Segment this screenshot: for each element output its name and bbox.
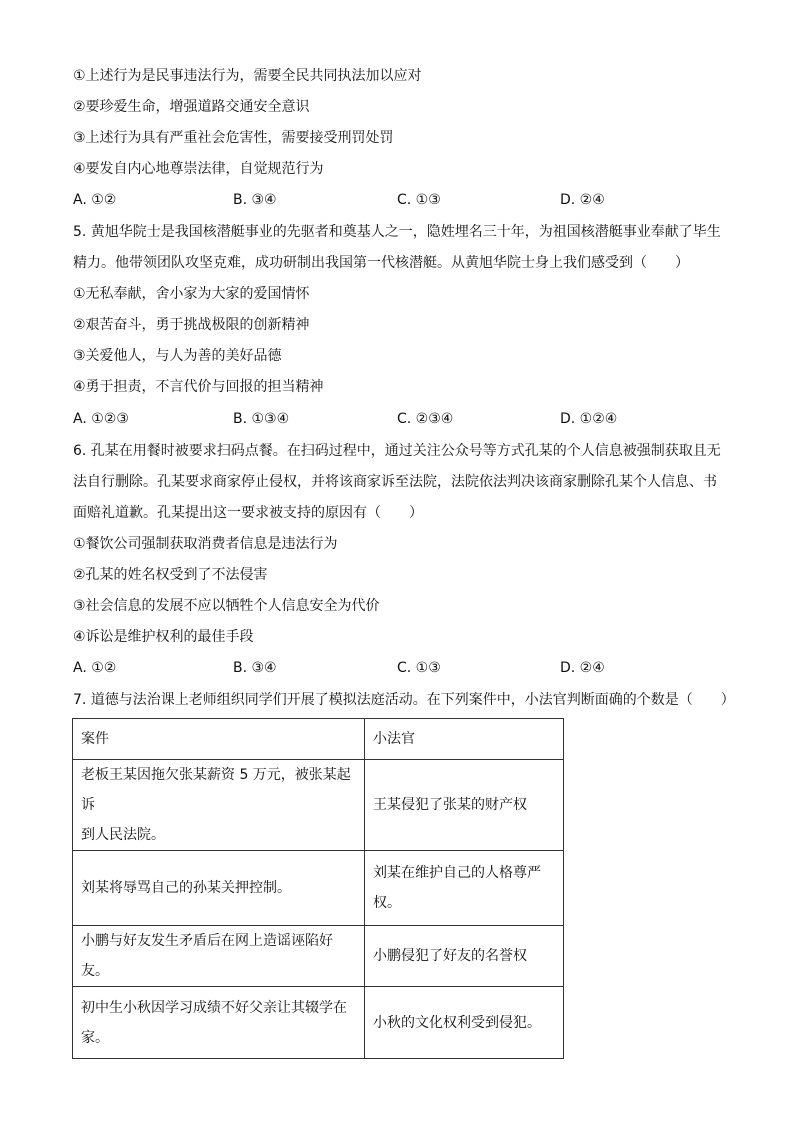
q4-option-a: A. ①② xyxy=(73,192,117,208)
table-row xyxy=(73,987,564,1059)
judge-cell xyxy=(365,926,564,987)
q4-option-c: C. ①③ xyxy=(397,192,441,208)
case-cell-line: 老板王某因拖欠张某薪资 5 万元，被张某起诉 xyxy=(81,767,351,813)
q5-item-3: ③关爱他人，与人为善的美好品德 xyxy=(73,348,282,364)
case-cell xyxy=(73,760,365,851)
table-header-judge: 小法官 xyxy=(365,719,564,760)
q6-item-2: ②孔某的姓名权受到了不法侵害 xyxy=(73,567,268,583)
q5-stem-line-1: 5. 黄旭华院士是我国核潜艇事业的先驱者和奠基人之一，隐姓埋名三十年，为祖国核潜艇事业奉献了毕生 xyxy=(73,224,721,240)
table-row xyxy=(73,760,564,851)
table-row xyxy=(73,851,564,926)
case-cell-line: 家。 xyxy=(81,1029,109,1046)
case-table xyxy=(72,718,564,1059)
case-cell-line: 初中生小秋因学习成绩不好父亲让其辍学在 xyxy=(81,999,347,1016)
q4-item-2: ②要珍爱生命，增强道路交通安全意识 xyxy=(73,99,310,115)
q6-option-a: A. ①② xyxy=(73,660,117,676)
q6-item-4: ④诉讼是维护权利的最佳手段 xyxy=(73,629,254,645)
q6-stem-line-3: 面赔礼道歉。孔某提出这一要求被支持的原因有（ ） xyxy=(73,505,423,521)
case-cell-line: 刘某将辱骂自己的孙某关押控制。 xyxy=(81,880,291,896)
judge-cell xyxy=(365,987,564,1059)
q6-option-c: C. ①③ xyxy=(397,660,441,676)
q5-item-4: ④勇于担责，不言代价与回报的担当精神 xyxy=(73,379,324,395)
q6-option-d: D. ②④ xyxy=(560,660,605,676)
q6-options xyxy=(73,658,733,678)
q6-stem-line-2: 法自行删除。孔某要求商家停止侵权，并将该商家诉至法院，法院依法判决该商家删除孔某个人信息、书 xyxy=(73,474,717,490)
judge-cell-line: 王某侵犯了张某的财产权 xyxy=(373,797,527,813)
case-cell xyxy=(73,987,365,1059)
q4-item-3: ③上述行为具有严重社会危害性，需要接受刑罚处罚 xyxy=(73,130,394,146)
q4-item-1: ①上述行为是民事违法行为，需要全民共同执法加以应对 xyxy=(73,68,422,84)
q6-item-1: ①餐饮公司强制获取消费者信息是违法行为 xyxy=(73,536,338,552)
case-cell xyxy=(73,851,365,926)
q4-option-b: B. ③④ xyxy=(233,192,277,208)
table-header-row xyxy=(73,719,564,760)
judge-cell-line: 小秋的文化权利受到侵犯。 xyxy=(373,1014,541,1031)
q5-item-2: ②艰苦奋斗，勇于挑战极限的创新精神 xyxy=(73,317,310,333)
table-header-case: 案件 xyxy=(73,719,365,760)
q4-options xyxy=(73,190,733,210)
q5-stem-line-2: 精力。他带领团队攻坚克难，成功研制出我国第一代核潜艇。从黄旭华院士身上我们感受到（ ） xyxy=(73,255,689,271)
q5-option-c: C. ②③④ xyxy=(397,411,454,427)
q4-option-d: D. ②④ xyxy=(560,192,605,208)
judge-cell-line: 小鹏侵犯了好友的名誉权 xyxy=(373,948,527,964)
q5-option-b: B. ①③④ xyxy=(233,411,290,427)
q6-item-3: ③社会信息的发展不应以牺牲个人信息安全为代价 xyxy=(73,598,380,614)
q6-option-b: B. ③④ xyxy=(233,660,277,676)
judge-cell-line: 刘某在维护自己的人格尊严 xyxy=(373,865,541,881)
q7-stem: 7. 道德与法治课上老师组织同学们开展了模拟法庭活动。在下列案件中，小法官判断面确的个数是（ ） xyxy=(73,692,735,708)
judge-cell-line: 权。 xyxy=(373,895,401,911)
q6-stem-line-1: 6. 孔某在用餐时被要求扫码点餐。在扫码过程中，通过关注公众号等方式孔某的个人信息被强制获取且无 xyxy=(73,443,721,459)
q5-item-1: ①无私奉献，舍小家为大家的爱国情怀 xyxy=(73,286,310,302)
case-cell-line: 到人民法院。 xyxy=(81,827,165,843)
q5-options xyxy=(73,409,733,429)
q5-option-a: A. ①②③ xyxy=(73,411,129,427)
judge-cell xyxy=(365,851,564,926)
case-cell xyxy=(73,926,365,987)
q5-option-d: D. ①②④ xyxy=(560,411,618,427)
q4-item-4: ④要发自内心地尊崇法律，自觉规范行为 xyxy=(73,161,324,177)
table-row xyxy=(73,926,564,987)
judge-cell xyxy=(365,760,564,851)
case-cell-line: 小鹏与好友发生矛盾后在网上造谣诬陷好友。 xyxy=(81,933,333,979)
